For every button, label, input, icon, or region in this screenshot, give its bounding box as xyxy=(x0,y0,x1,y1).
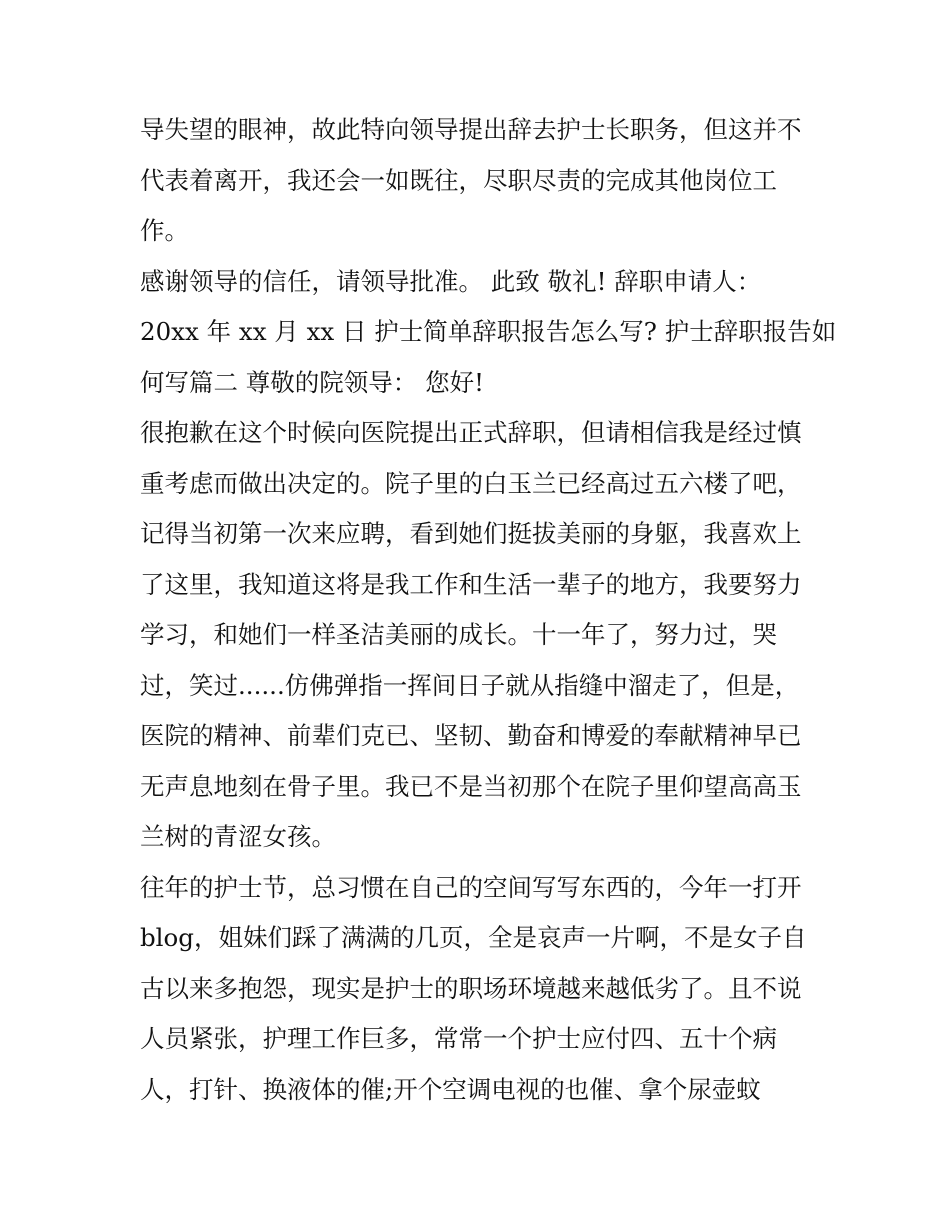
text-line: 感谢领导的信任，请领导批准。 此致 敬礼! 辞职申请人： xyxy=(140,266,762,296)
text-line: 作。 xyxy=(140,216,189,245)
text-line: 代表着离开，我还会一如既往，尽职尽责的完成其他岗位工 xyxy=(140,165,777,195)
text-line: 无声息地刻在骨子里。我已不是当初那个在院子里仰望高高玉 xyxy=(140,771,802,801)
text-line: 学习，和她们一样圣洁美丽的成长。十一年了，努力过，哭 xyxy=(140,620,777,649)
text-line: 导失望的眼神，故此特向领导提出辞去护士长职务，但这并不 xyxy=(140,115,802,144)
text-line: blog，姐妹们踩了满满的几页，全是哀声一片啊，不是女子自 xyxy=(140,923,807,952)
text-line: 往年的护士节，总习惯在自己的空间写写东西的，今年一打开 xyxy=(140,872,802,902)
text-line: 过，笑过......仿佛弹指一挥间日子就从指缝中溜走了，但是， xyxy=(140,670,800,700)
text-line: 何写篇二 尊敬的院领导： 您好! xyxy=(140,367,484,397)
text-line: 古以来多抱怨，现实是护士的职场环境越来越低劣了。且不说 xyxy=(140,973,802,1003)
text-line: 很抱歉在这个时候向医院提出正式辞职，但请相信我是经过慎 xyxy=(140,418,802,447)
text-line: 兰树的青涩女孩。 xyxy=(140,822,336,851)
text-line: 医院的精神、前辈们克已、坚韧、勤奋和博爱的奉献精神早已 xyxy=(140,721,802,750)
document-body xyxy=(140,105,837,1115)
text-line: 记得当初第一次来应聘，看到她们挺拔美丽的身躯，我喜欢上 xyxy=(140,519,802,548)
text-line: 人员紧张，护理工作巨多，常常一个护士应付四、五十个病 xyxy=(140,1024,777,1053)
text-line: 了这里，我知道这将是我工作和生活一辈子的地方，我要努力 xyxy=(140,569,802,599)
text-line: 20xx 年 xx 月 xx 日 护士简单辞职报告怎么写? 护士辞职报告如 xyxy=(140,317,837,346)
text-line: 重考虑而做出决定的。院子里的白玉兰已经高过五六楼了吧， xyxy=(140,468,802,498)
text-line: 人，打针、换液体的催;开个空调电视的也催、拿个尿壶蚊 xyxy=(140,1074,761,1104)
